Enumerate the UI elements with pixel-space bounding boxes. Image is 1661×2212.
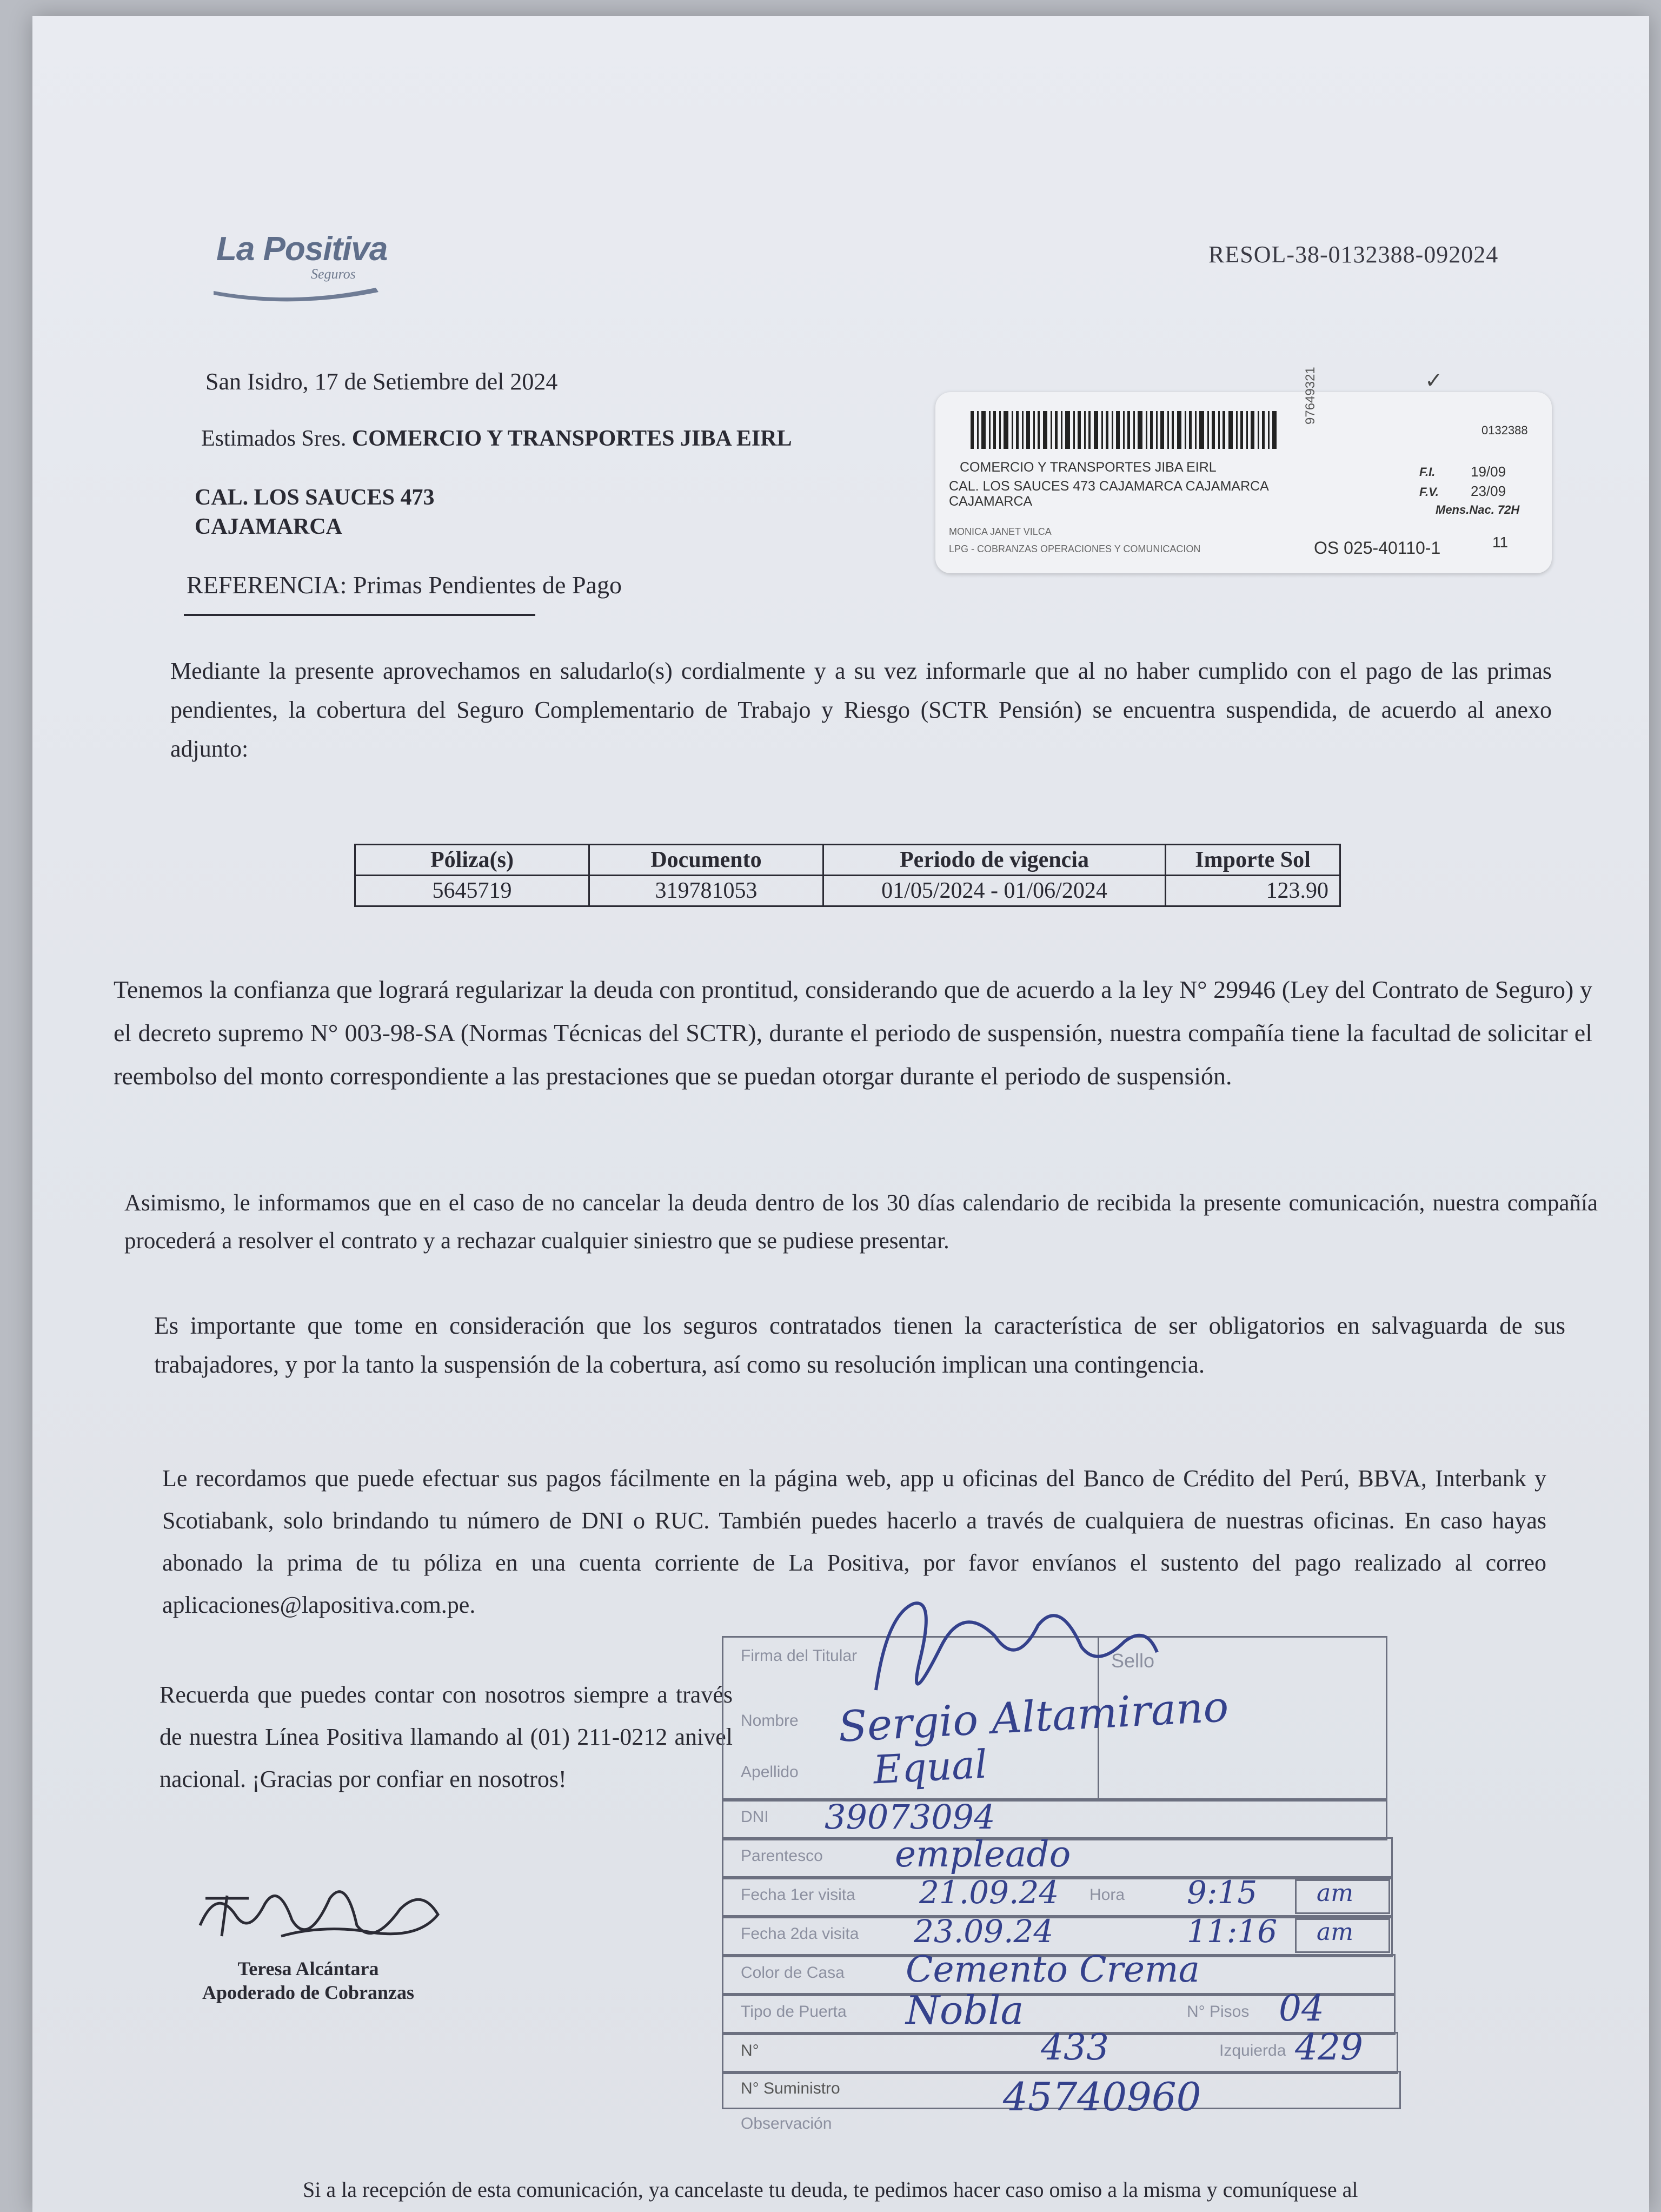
signer-title: Apoderado de Cobranzas [202, 1982, 415, 2003]
hw-ampm1: am [1317, 1879, 1353, 1907]
label-sello: Sello [1111, 1650, 1155, 1672]
company-logo: La Positiva [216, 230, 388, 268]
recipient-signature-image [854, 1582, 1179, 1723]
paragraph-3: Asimismo, le informamos que en el caso de no cancelar la deuda dentro de los 30 días calendario de recibida la presente comunicación, nuestra compañía procederá a resolver el contrato y a rechazar cualquier siniestro que se pudiese presentar. [124, 1190, 1598, 1254]
signature-image [184, 1866, 454, 1958]
paragraph-2: Tenemos la confianza que logrará regularizar la deuda con prontitud, considerando que de acuerdo a la ley N° 29946 (Ley del Contrato de Seguro) y el decreto supremo N° 003-98-SA (Normas Técnicas del SCTR), durante el periodo de suspensión, nuestra compañía tiene la facultad de solicitar el reembolso del monto correspondiente a las prestaciones que se puedan otorgar durante el periodo de suspensión. [114, 976, 1592, 1090]
label-n: N° [741, 2042, 759, 2059]
hw-n: 433 [1041, 2026, 1109, 2068]
hw-dni: 39073094 [825, 1797, 995, 1837]
hw-hora2: 11:16 [1187, 1913, 1278, 1950]
sticker-fi-label: F.I. [1419, 465, 1436, 479]
label-fecha2: Fecha 2da visita [741, 1925, 859, 1943]
sticker-company: COMERCIO Y TRANSPORTES JIBA EIRL [960, 460, 1217, 475]
hw-pisos: 04 [1279, 1988, 1324, 2029]
sticker-contact: MONICA JANET VILCA [949, 526, 1052, 537]
sticker-mens: Mens.Nac. 72H [1436, 503, 1520, 516]
hw-suministro: 45740960 [1003, 2074, 1201, 2120]
label-parentesco: Parentesco [741, 1847, 823, 1865]
col-header-poliza: Póliza(s) [355, 845, 589, 876]
paragraph-5: Le recordamos que puede efectuar sus pagos fácilmente en la página web, app u oficinas del Banco de Crédito del Perú, BBVA, Interbank y Scotiabank, solo brindando tu número de DNI o RUC. También puedes hacerlo a través de cualquiera de nuestras oficinas. En caso hayas abonado la prima de tu póliza en una cuenta corriente de La Positiva, por favor envíanos el sustento del pago realizado al correo aplicaciones@lapositiva.com.pe. [162, 1465, 1546, 1618]
sticker-os-num: 11 [1492, 534, 1509, 551]
signer-name: Teresa Alcántara [237, 1958, 379, 1979]
address-line-2: CAJAMARCA [195, 514, 342, 539]
label-color: Color de Casa [741, 1964, 845, 1982]
greeting-prefix: Estimados Sres. [201, 426, 352, 451]
address-line-1: CAL. LOS SAUCES 473 [195, 485, 435, 510]
letter-date: San Isidro, 17 de Setiembre del 2024 [205, 368, 558, 395]
recipient-address [195, 483, 434, 541]
sticker-fv-label: F.V. [1419, 485, 1439, 499]
sticker-barcode-id: 97649321 [1303, 367, 1318, 425]
signer-block [178, 1957, 438, 2004]
hw-nombre: Sergio Altamirano [837, 1683, 1230, 1752]
footer-note: Si a la recepción de esta comunicación, ya cancelaste tu deuda, te pedimos hacer caso omiso a la misma y comuníquese al [303, 2177, 1358, 2202]
label-nombre: Nombre [741, 1712, 799, 1730]
barcode-icon [971, 411, 1284, 452]
table-header-row [355, 845, 1340, 876]
label-dni: DNI [741, 1808, 769, 1826]
policy-table [354, 844, 1341, 907]
sticker-address: CAL. LOS SAUCES 473 CAJAMARCA CAJAMARCA [949, 479, 1269, 494]
mailing-label [935, 367, 1552, 573]
logo-swoosh-icon [211, 276, 384, 303]
label-firma: Firma del Titular [741, 1647, 858, 1665]
label-fecha1: Fecha 1er visita [741, 1886, 855, 1904]
recipient-company: COMERCIO Y TRANSPORTES JIBA EIRL [351, 426, 792, 451]
letter-page [32, 16, 1649, 2212]
label-apellido: Apellido [741, 1763, 799, 1781]
col-header-importe: Importe Sol [1166, 845, 1340, 876]
label-hora: Hora [1089, 1886, 1125, 1904]
sticker-fi-value: 19/09 [1471, 463, 1506, 480]
cell-documento: 319781053 [589, 876, 823, 906]
hw-hora1: 9:15 [1187, 1874, 1258, 1911]
greeting [201, 426, 792, 452]
hw-fecha1: 21.09.24 [919, 1874, 1059, 1911]
label-suministro: N° Suministro [741, 2079, 840, 2097]
cell-poliza: 5645719 [355, 876, 589, 906]
hw-parentesco: empleado [895, 1833, 1071, 1875]
sticker-code: 0132388 [1481, 423, 1528, 437]
paragraph-6: Recuerda que puedes contar con nosotros siempre a través de nuestra Línea Positiva llamando al (01) 211-0212 anivel nacional. ¡Gracias por confiar en nosotros! [160, 1681, 733, 1792]
table-row [355, 876, 1340, 906]
hw-izquierda: 429 [1295, 2026, 1363, 2068]
sticker-city: CAJAMARCA [949, 494, 1033, 509]
hw-color: Cemento Crema [906, 1949, 1200, 1990]
hw-fecha2: 23.09.24 [914, 1913, 1054, 1950]
paragraph-1: Mediante la presente aprovechamos en saludarlo(s) cordialmente y a su vez informarle que al no haber cumplido con el pago de las primas pendientes, la cobertura del Seguro Complementario de Trabajo y Riesgo (SCTR Pensión) se encuentra suspendida, de acuerdo al anexo adjunto: [170, 658, 1552, 762]
company-logo-sub: Seguros [311, 266, 356, 282]
hw-apellido: Equal [872, 1741, 989, 1793]
resolution-number: RESOL-38-0132388-092024 [1208, 241, 1499, 268]
col-header-documento: Documento [589, 845, 823, 876]
label-pisos: N° Pisos [1187, 2003, 1250, 2021]
sticker-fv-value: 23/09 [1471, 483, 1506, 499]
paragraph-4: Es importante que tome en consideración que los seguros contratados tienen la característica de ser obligatorios en salvaguarda de sus trabajadores, y por la tanto la suspensión de la cobertura, así como su resolución implican una contingencia. [154, 1312, 1565, 1378]
sticker-os: OS 025-40110-1 [1314, 538, 1441, 558]
label-izquierda: Izquierda [1219, 2042, 1286, 2059]
reference-line: REFERENCIA: Primas Pendientes de Pago [187, 571, 622, 599]
col-header-periodo: Periodo de vigencia [823, 845, 1166, 876]
cell-periodo: 01/05/2024 - 01/06/2024 [823, 876, 1166, 906]
hw-ampm2: am [1317, 1918, 1353, 1946]
reference-underline [184, 614, 535, 616]
sticker-dept: LPG - COBRANZAS OPERACIONES Y COMUNICACION [949, 544, 1201, 554]
label-tipo: Tipo de Puerta [741, 2003, 847, 2021]
hw-tipo: Nobla [906, 1988, 1024, 2033]
label-observacion: Observación [741, 2115, 832, 2132]
check-mark: ✓ [1425, 368, 1443, 393]
cell-importe: 123.90 [1166, 876, 1340, 906]
